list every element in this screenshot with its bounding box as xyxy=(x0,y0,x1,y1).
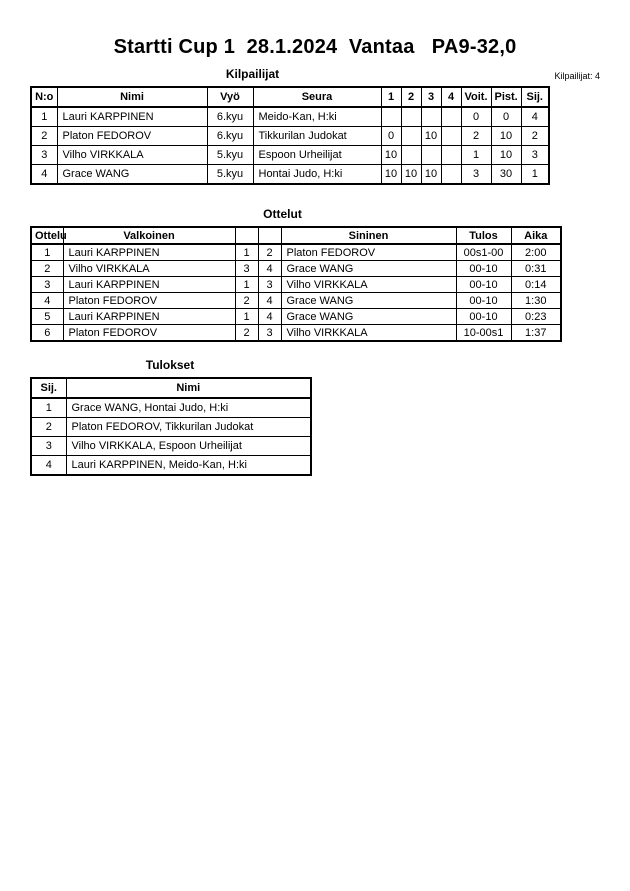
result-row xyxy=(31,456,311,476)
competitors-table xyxy=(30,86,550,185)
col-header-wins: Voit. xyxy=(461,87,491,107)
match-no-cell: 4 xyxy=(31,293,63,309)
name-cell: Grace WANG, Hontai Judo, H:ki xyxy=(66,398,311,418)
round-1-cell: 10 xyxy=(381,146,401,165)
col-header-round-3: 3 xyxy=(421,87,441,107)
white-no-cell: 2 xyxy=(235,293,258,309)
competitors-section-head xyxy=(30,67,600,81)
wins-cell: 3 xyxy=(461,165,491,185)
round-4-cell xyxy=(441,127,461,146)
name-cell: Platon FEDOROV, Tikkurilan Judokat xyxy=(66,418,311,437)
time-cell: 1:30 xyxy=(511,293,561,309)
col-header-place: Sij. xyxy=(521,87,549,107)
blue-no-cell: 4 xyxy=(258,293,281,309)
wins-cell: 2 xyxy=(461,127,491,146)
matches-section-head xyxy=(30,207,600,221)
results-header-row xyxy=(31,378,311,398)
club-cell: Tikkurilan Judokat xyxy=(253,127,381,146)
col-header-match: Ottelu xyxy=(31,227,63,244)
match-row xyxy=(31,309,561,325)
points-cell: 30 xyxy=(491,165,521,185)
col-header-result: Tulos xyxy=(456,227,511,244)
name-cell: Lauri KARPPINEN, Meido-Kan, H:ki xyxy=(66,456,311,476)
round-2-cell: 10 xyxy=(401,165,421,185)
blue-name-cell: Platon FEDOROV xyxy=(281,244,456,261)
round-4-cell xyxy=(441,107,461,127)
belt-cell: 5.kyu xyxy=(207,146,253,165)
match-no-cell: 1 xyxy=(31,244,63,261)
col-header-blue: Sininen xyxy=(281,227,456,244)
col-header-round-1: 1 xyxy=(381,87,401,107)
no-cell: 3 xyxy=(31,146,57,165)
blue-no-cell: 3 xyxy=(258,277,281,293)
wins-cell: 0 xyxy=(461,107,491,127)
name-cell: Vilho VIRKKALA xyxy=(57,146,207,165)
round-1-cell xyxy=(381,107,401,127)
white-no-cell: 1 xyxy=(235,309,258,325)
place-cell: 3 xyxy=(521,146,549,165)
matches-section xyxy=(30,207,600,342)
name-cell: Grace WANG xyxy=(57,165,207,185)
place-cell: 1 xyxy=(521,165,549,185)
blue-no-cell: 4 xyxy=(258,261,281,277)
place-cell: 4 xyxy=(521,107,549,127)
points-cell: 10 xyxy=(491,146,521,165)
col-header-place: Sij. xyxy=(31,378,66,398)
blue-name-cell: Vilho VIRKKALA xyxy=(281,277,456,293)
place-cell: 2 xyxy=(521,127,549,146)
blue-name-cell: Grace WANG xyxy=(281,261,456,277)
col-header-white-no xyxy=(235,227,258,244)
col-header-points: Pist. xyxy=(491,87,521,107)
final-results-section xyxy=(30,358,600,476)
belt-cell: 6.kyu xyxy=(207,127,253,146)
match-no-cell: 6 xyxy=(31,325,63,342)
col-header-round-4: 4 xyxy=(441,87,461,107)
belt-cell: 5.kyu xyxy=(207,165,253,185)
time-cell: 1:37 xyxy=(511,325,561,342)
matches-table xyxy=(30,226,562,342)
belt-cell: 6.kyu xyxy=(207,107,253,127)
col-header-blue-no xyxy=(258,227,281,244)
white-name-cell: Platon FEDOROV xyxy=(63,325,235,342)
white-no-cell: 3 xyxy=(235,261,258,277)
round-2-cell xyxy=(401,107,421,127)
match-row xyxy=(31,293,561,309)
white-no-cell: 1 xyxy=(235,277,258,293)
white-no-cell: 2 xyxy=(235,325,258,342)
matches-header-row xyxy=(31,227,561,244)
time-cell: 0:31 xyxy=(511,261,561,277)
blue-no-cell: 3 xyxy=(258,325,281,342)
round-3-cell xyxy=(421,146,441,165)
matches-section-title: Ottelut xyxy=(263,207,302,221)
competitor-row xyxy=(31,146,549,165)
match-row xyxy=(31,325,561,342)
round-3-cell xyxy=(421,107,441,127)
competitor-row xyxy=(31,165,549,185)
match-row xyxy=(31,244,561,261)
final-results-table xyxy=(30,377,312,476)
name-cell: Vilho VIRKKALA, Espoon Urheilijat xyxy=(66,437,311,456)
round-2-cell xyxy=(401,127,421,146)
match-row xyxy=(31,261,561,277)
round-3-cell: 10 xyxy=(421,127,441,146)
name-cell: Platon FEDOROV xyxy=(57,127,207,146)
round-3-cell: 10 xyxy=(421,165,441,185)
final-results-section-title: Tulokset xyxy=(145,358,195,372)
club-cell: Meido-Kan, H:ki xyxy=(253,107,381,127)
white-name-cell: Lauri KARPPINEN xyxy=(63,309,235,325)
col-header-name: Nimi xyxy=(57,87,207,107)
blue-name-cell: Grace WANG xyxy=(281,309,456,325)
result-row xyxy=(31,398,311,418)
time-cell: 0:14 xyxy=(511,277,561,293)
result-cell: 00-10 xyxy=(456,293,511,309)
club-cell: Hontai Judo, H:ki xyxy=(253,165,381,185)
round-4-cell xyxy=(441,165,461,185)
blue-name-cell: Grace WANG xyxy=(281,293,456,309)
competitor-count-label: Kilpailijat: 4 xyxy=(554,71,600,81)
no-cell: 1 xyxy=(31,107,57,127)
time-cell: 0:23 xyxy=(511,309,561,325)
result-cell: 00-10 xyxy=(456,277,511,293)
time-cell: 2:00 xyxy=(511,244,561,261)
result-cell: 00-10 xyxy=(456,309,511,325)
competitor-row xyxy=(31,127,549,146)
place-cell: 2 xyxy=(31,418,66,437)
white-name-cell: Lauri KARPPINEN xyxy=(63,277,235,293)
round-2-cell xyxy=(401,146,421,165)
competitors-section xyxy=(30,67,600,185)
result-cell: 10-00s1 xyxy=(456,325,511,342)
name-cell: Lauri KARPPINEN xyxy=(57,107,207,127)
white-name-cell: Lauri KARPPINEN xyxy=(63,244,235,261)
wins-cell: 1 xyxy=(461,146,491,165)
round-4-cell xyxy=(441,146,461,165)
col-header-white: Valkoinen xyxy=(63,227,235,244)
col-header-belt: Vyö xyxy=(207,87,253,107)
col-header-no: N:o xyxy=(31,87,57,107)
competitors-header-row xyxy=(31,87,549,107)
match-row xyxy=(31,277,561,293)
col-header-name: Nimi xyxy=(66,378,311,398)
blue-no-cell: 4 xyxy=(258,309,281,325)
place-cell: 4 xyxy=(31,456,66,476)
result-cell: 00-10 xyxy=(456,261,511,277)
result-cell: 00s1-00 xyxy=(456,244,511,261)
club-cell: Espoon Urheilijat xyxy=(253,146,381,165)
blue-no-cell: 2 xyxy=(258,244,281,261)
competitors-section-title: Kilpailijat xyxy=(225,67,280,81)
match-no-cell: 5 xyxy=(31,309,63,325)
col-header-round-2: 2 xyxy=(401,87,421,107)
col-header-club: Seura xyxy=(253,87,381,107)
round-1-cell: 0 xyxy=(381,127,401,146)
place-cell: 1 xyxy=(31,398,66,418)
final-results-section-head xyxy=(30,358,600,372)
match-no-cell: 3 xyxy=(31,277,63,293)
competitor-row xyxy=(31,107,549,127)
round-1-cell: 10 xyxy=(381,165,401,185)
page-title: Startti Cup 1 28.1.2024 Vantaa PA9-32,0 xyxy=(113,36,517,58)
points-cell: 10 xyxy=(491,127,521,146)
result-row xyxy=(31,437,311,456)
white-name-cell: Vilho VIRKKALA xyxy=(63,261,235,277)
white-no-cell: 1 xyxy=(235,244,258,261)
points-cell: 0 xyxy=(491,107,521,127)
blue-name-cell: Vilho VIRKKALA xyxy=(281,325,456,342)
col-header-time: Aika xyxy=(511,227,561,244)
white-name-cell: Platon FEDOROV xyxy=(63,293,235,309)
place-cell: 3 xyxy=(31,437,66,456)
match-no-cell: 2 xyxy=(31,261,63,277)
no-cell: 4 xyxy=(31,165,57,185)
no-cell: 2 xyxy=(31,127,57,146)
result-row xyxy=(31,418,311,437)
